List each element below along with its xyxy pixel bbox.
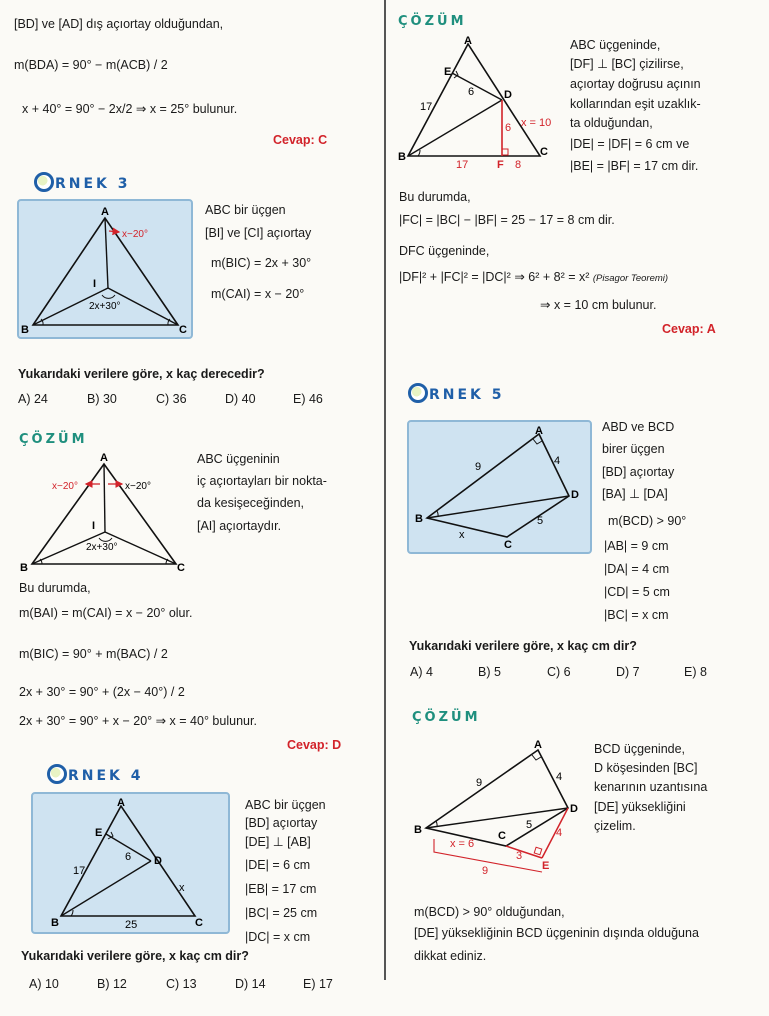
cozum3-eq4: 2x + 30° = 90° + x − 20° ⇒ x = 40° bulunur. bbox=[19, 714, 257, 728]
ornek5-given-9: |BC| = x cm bbox=[604, 608, 669, 622]
cozum4-heading: ÇÖZÜM bbox=[398, 14, 467, 29]
fig4s-label-d: D bbox=[504, 89, 512, 101]
ornek5-figure bbox=[407, 420, 592, 554]
fig4s-length-dc: x = 10 bbox=[521, 117, 552, 129]
ornek3-figure bbox=[17, 199, 193, 339]
ornek5-option-d: D) 7 bbox=[616, 665, 640, 679]
fig5s-length-cd: 5 bbox=[526, 819, 533, 831]
ornek3-option-c: C) 36 bbox=[156, 392, 187, 406]
ornek5-option-c: C) 6 bbox=[547, 665, 571, 679]
cozum3-eq3: 2x + 30° = 90° + (2x − 40°) / 2 bbox=[19, 685, 185, 699]
fig5-label-b: B bbox=[415, 513, 423, 525]
cozum5-note-3: dikkat ediniz. bbox=[414, 949, 487, 963]
fig3-label-i: I bbox=[93, 278, 97, 290]
fig5s-label-a: A bbox=[534, 739, 542, 751]
fig3-label-c: C bbox=[179, 324, 187, 336]
ornek3-given-1: ABC bir üçgen bbox=[205, 203, 286, 217]
fig4s-length-bf: 17 bbox=[456, 159, 469, 171]
ornek4-given-5: |EB| = 17 cm bbox=[245, 882, 317, 896]
cozum5-note-1: m(BCD) > 90° olduğundan, bbox=[414, 905, 565, 919]
cozum4-eq2: |DF|² + |FC|² = |DC|² ⇒ 6² + 8² = x² (Pisagor Teoremi) bbox=[399, 270, 669, 284]
ornek4-given-7: |DC| = x cm bbox=[245, 930, 311, 944]
pisagor-note: (Pisagor Teoremi) bbox=[592, 273, 669, 284]
ornek5-heading: RNEK 5 bbox=[408, 383, 505, 403]
fig5-label-a: A bbox=[535, 425, 543, 437]
ornek3-option-b: B) 30 bbox=[87, 392, 117, 406]
fig3s-angle-left: x−20° bbox=[52, 481, 78, 492]
fig5s-label-c: C bbox=[498, 830, 506, 842]
cozum5-text-5: çizelim. bbox=[594, 819, 636, 833]
fig5s-length-bc: x = 6 bbox=[450, 838, 475, 850]
fig4-label-d: D bbox=[154, 855, 162, 867]
intro-line: [BD] ve [AD] dış açıortay olduğundan, bbox=[14, 17, 224, 31]
fig5-label-c: C bbox=[504, 539, 512, 551]
ornek5-given-6: |AB| = 9 cm bbox=[604, 539, 669, 553]
ornek5-given-5: m(BCD) > 90° bbox=[608, 514, 687, 528]
fig3s-label-c: C bbox=[177, 562, 185, 574]
cozum5-text-3: kenarının uzantısına bbox=[594, 780, 708, 794]
fig3s-label-b: B bbox=[20, 562, 28, 574]
cozum5-heading: ÇÖZÜM bbox=[412, 710, 481, 725]
ornek3-heading: RNEK 3 bbox=[34, 172, 131, 192]
fig5-length-bc: x bbox=[459, 529, 465, 541]
fig3s-label-i: I bbox=[92, 520, 96, 532]
fig5s-label-b: B bbox=[414, 824, 422, 836]
cozum4-text-6: |DE| = |DF| = 6 cm ve bbox=[570, 137, 690, 151]
fig5-length-da: 4 bbox=[554, 455, 561, 467]
ornek4-given-4: |DE| = 6 cm bbox=[245, 858, 311, 872]
fig4s-label-b: B bbox=[398, 151, 406, 163]
ornek3-given-2: [BI] ve [CI] açıortay bbox=[205, 226, 312, 240]
ornek-o-icon bbox=[408, 383, 428, 403]
fig3-label-b: B bbox=[21, 324, 29, 336]
fig4-length-dc: x bbox=[179, 882, 185, 894]
cozum5-text-2: D köşesinden [BC] bbox=[594, 761, 698, 775]
fig3-angle-a: x−20° bbox=[122, 229, 148, 240]
fig5s-length-be: 9 bbox=[482, 865, 489, 877]
cozum5-note-2: [DE] yüksekliğinin BCD üçgeninin dışında olduğuna bbox=[414, 926, 699, 940]
fig3s-angle-right: x−20° bbox=[125, 481, 151, 492]
ornek4-option-d: D) 14 bbox=[235, 977, 266, 991]
fig3-angle-i: 2x+30° bbox=[89, 301, 121, 312]
fig5-length-cd: 5 bbox=[537, 515, 544, 527]
cozum4-dfc: DFC üçgeninde, bbox=[399, 244, 490, 258]
ornek4-given-1: ABC bir üçgen bbox=[245, 798, 326, 812]
answer-c: Cevap: C bbox=[273, 133, 328, 147]
fig5s-length-de: 4 bbox=[556, 827, 563, 839]
cozum5-text-1: BCD üçgeninde, bbox=[594, 742, 686, 756]
fig4-label-e: E bbox=[95, 827, 103, 839]
ornek5-given-7: |DA| = 4 cm bbox=[604, 562, 670, 576]
cozum3-text-3: da kesişeceğinden, bbox=[197, 496, 305, 510]
fig5s-label-d: D bbox=[570, 803, 578, 815]
fig4s-length-de: 6 bbox=[468, 86, 475, 98]
cozum4-text-4: kollarından eşit uzaklık- bbox=[570, 97, 701, 111]
ornek3-option-e: E) 46 bbox=[293, 392, 323, 406]
fig4-label-c: C bbox=[195, 917, 203, 929]
ornek5-given-3: [BD] açıortay bbox=[602, 465, 675, 479]
cozum4-eq3: ⇒ x = 10 cm bulunur. bbox=[540, 298, 657, 312]
fig4s-length-df: 6 bbox=[505, 122, 512, 134]
cozum4-text-5: ta olduğundan, bbox=[570, 116, 653, 130]
ornek4-option-e: E) 17 bbox=[303, 977, 333, 991]
ornek4-question: Yukarıdaki verilere göre, x kaç cm dir? bbox=[21, 949, 249, 963]
ornek5-given-1: ABD ve BCD bbox=[602, 420, 675, 434]
fig5-label-d: D bbox=[571, 489, 579, 501]
cozum3-eq2: m(BIC) = 90° + m(BAC) / 2 bbox=[19, 647, 168, 661]
ornek5-option-e: E) 8 bbox=[684, 665, 707, 679]
ornek5-given-4: [BA] ⊥ [DA] bbox=[602, 487, 668, 501]
ornek5-question: Yukarıdaki verilere göre, x kaç cm dir? bbox=[409, 639, 637, 653]
ornek4-given-6: |BC| = 25 cm bbox=[245, 906, 318, 920]
ornek3-given-3: m(BIC) = 2x + 30° bbox=[211, 256, 312, 270]
answer-d: Cevap: D bbox=[287, 738, 342, 752]
ornek4-given-2: [BD] açıortay bbox=[245, 816, 318, 830]
fig5-length-ab: 9 bbox=[475, 461, 482, 473]
cozum4-figure bbox=[394, 34, 564, 174]
fig4s-label-e: E bbox=[444, 66, 452, 78]
ornek3-option-d: D) 40 bbox=[225, 392, 256, 406]
cozum3-text-1: ABC üçgeninin bbox=[197, 452, 280, 466]
fig5s-length-ab: 9 bbox=[476, 777, 483, 789]
cozum5-text-4: [DE] yüksekliğini bbox=[594, 800, 686, 814]
ornek4-given-3: [DE] ⊥ [AB] bbox=[245, 835, 311, 849]
column-divider bbox=[384, 0, 386, 980]
ornek4-option-b: B) 12 bbox=[97, 977, 127, 991]
fig4-length-eb: 17 bbox=[73, 865, 86, 877]
intro-eq2: x + 40° = 90° − 2x/2 ⇒ x = 25° bulunur. bbox=[22, 102, 238, 116]
answer-a: Cevap: A bbox=[662, 322, 716, 336]
cozum3-figure bbox=[18, 446, 193, 574]
ornek-o-icon bbox=[34, 172, 54, 192]
fig5s-length-ce: 3 bbox=[516, 850, 523, 862]
cozum3-eq1: m(BAI) = m(CAI) = x − 20° olur. bbox=[19, 606, 193, 620]
ornek3-given-4: m(CAI) = x − 20° bbox=[211, 287, 305, 301]
fig4s-label-a: A bbox=[464, 35, 472, 47]
ornek5-option-b: B) 5 bbox=[478, 665, 501, 679]
fig3-label-a: A bbox=[101, 206, 109, 218]
cozum3-durum: Bu durumda, bbox=[19, 581, 91, 595]
cozum4-text-7: |BE| = |BF| = 17 cm dir. bbox=[570, 159, 699, 173]
ornek3-question: Yukarıdaki verilere göre, x kaç derecedir? bbox=[18, 367, 265, 381]
ornek4-figure bbox=[31, 792, 230, 934]
fig4-label-a: A bbox=[117, 797, 125, 809]
fig4-length-bc: 25 bbox=[125, 919, 138, 931]
ornek5-option-a: A) 4 bbox=[410, 665, 433, 679]
intro-eq1: m(BDA) = 90° − m(ACB) / 2 bbox=[14, 58, 168, 72]
fig4s-label-f: F bbox=[497, 159, 504, 171]
ornek4-option-a: A) 10 bbox=[29, 977, 59, 991]
ornek5-given-2: birer üçgen bbox=[602, 442, 665, 456]
ornek3-option-a: A) 24 bbox=[18, 392, 48, 406]
cozum3-text-2: iç açıortayları bir nokta- bbox=[197, 474, 327, 488]
fig4-label-b: B bbox=[51, 917, 59, 929]
fig5s-length-da: 4 bbox=[556, 771, 563, 783]
cozum3-text-4: [AI] açıortaydır. bbox=[197, 519, 282, 533]
fig4s-length-fc: 8 bbox=[515, 159, 522, 171]
cozum4-text-3: açıortay doğrusu açının bbox=[570, 77, 701, 91]
cozum4-text-2: [DF] ⊥ [BC] çizilirse, bbox=[570, 57, 684, 71]
fig3s-label-a: A bbox=[100, 452, 108, 464]
cozum4-durum: Bu durumda, bbox=[399, 190, 471, 204]
cozum5-figure bbox=[404, 732, 584, 882]
cozum4-text-1: ABC üçgeninde, bbox=[570, 38, 661, 52]
fig4s-length-eb: 17 bbox=[420, 101, 433, 113]
ornek-o-icon bbox=[47, 764, 67, 784]
fig4-length-de: 6 bbox=[125, 851, 132, 863]
fig4s-label-c: C bbox=[540, 146, 548, 158]
fig5s-label-e: E bbox=[542, 860, 550, 872]
fig3s-angle-i: 2x+30° bbox=[86, 542, 118, 553]
ornek5-given-8: |CD| = 5 cm bbox=[604, 585, 670, 599]
cozum4-eq1: |FC| = |BC| − |BF| = 25 − 17 = 8 cm dir. bbox=[399, 213, 615, 227]
cozum3-heading: ÇÖZÜM bbox=[19, 432, 88, 447]
ornek4-option-c: C) 13 bbox=[166, 977, 197, 991]
ornek4-heading: RNEK 4 bbox=[47, 764, 144, 784]
